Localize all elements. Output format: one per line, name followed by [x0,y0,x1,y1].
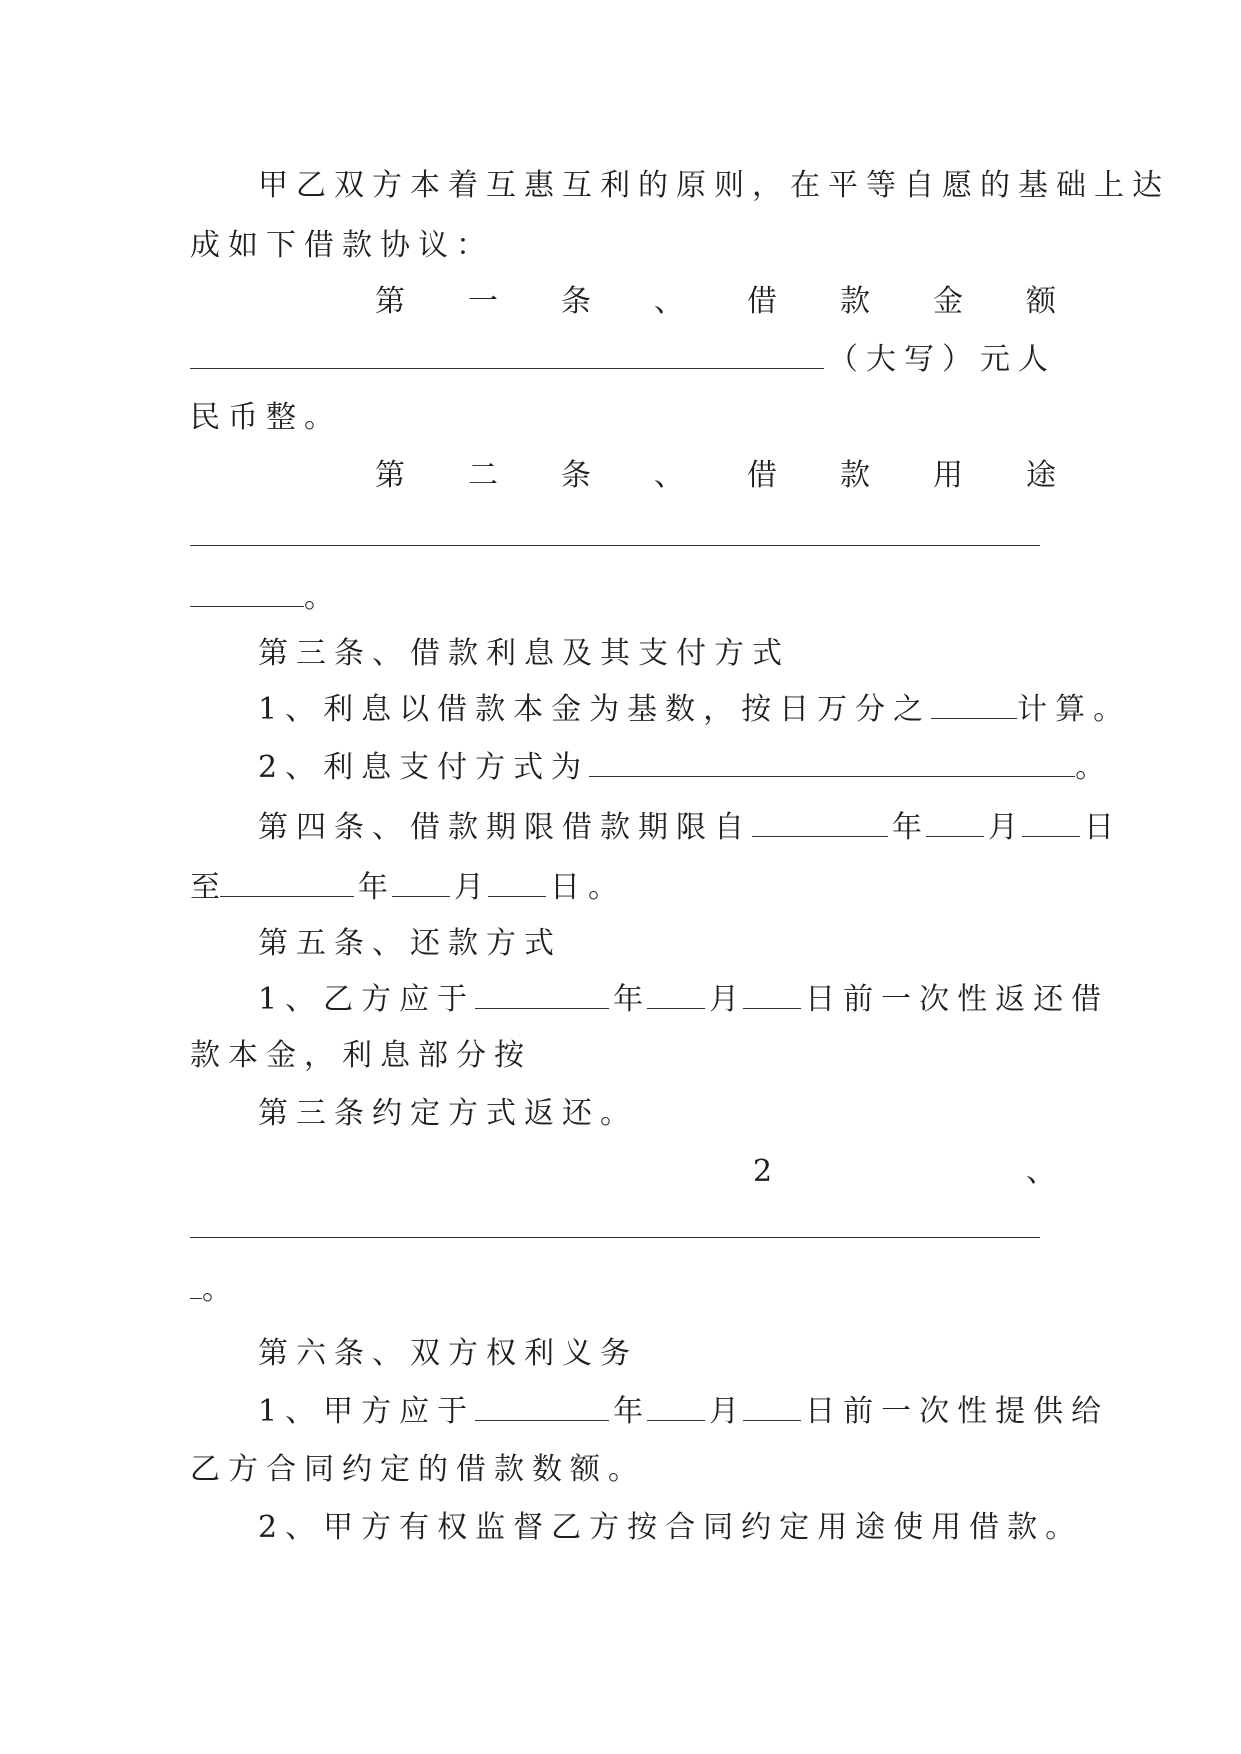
article-5-item-1: 1、乙方应于 年 月 日前一次性返还借 [258,976,1056,1024]
purpose-blank-short[interactable] [190,576,304,607]
article-1-char: 额 [1026,284,1056,319]
end-day-blank[interactable] [488,866,546,897]
article-2-char: 用 [933,458,963,493]
start-day-blank[interactable] [1022,806,1080,837]
repay-year-blank[interactable] [475,978,609,1009]
start-month-blank[interactable] [926,806,984,837]
article-2-char: 途 [1026,458,1056,493]
item-2-number: 2 [753,1154,773,1189]
article-1-char: 第 [375,284,405,319]
article-5-item-2 [190,1148,1056,1196]
interest-rate-blank[interactable] [931,688,1017,719]
repay-month-blank[interactable] [647,978,705,1009]
article-6-item-1: 1、甲方应于 年 月 日前一次性提供给 [258,1388,1056,1436]
end-month-blank[interactable] [392,866,450,897]
article-2-period: 。 [304,580,334,615]
article-5-title: 第五条、还款方式 [258,926,562,961]
article-2-char: 借 [747,458,777,493]
article-1-char: 借 [747,284,777,319]
article-3-item-2: 2、利息支付方式为 。 [258,744,1056,792]
purpose-blank-line[interactable] [190,545,1040,546]
repayment-other-blank-short[interactable] [190,1268,202,1299]
article-4-line-2: 至 年 月 日。 [190,864,1056,912]
intro-line-1: 甲乙双方本着互惠互利的原则，在平等自愿的基础上达 [258,168,1170,203]
article-1-title [375,278,1056,326]
amount-blank[interactable] [190,338,824,369]
article-1-char: 一 [468,284,498,319]
article-6-title: 第六条、双方权利义务 [258,1336,638,1371]
article-5-item-1-line-3: 第三条约定方式返还。 [258,1096,638,1131]
article-3-title: 第三条、借款利息及其支付方式 [258,636,790,671]
article-1-amount-line [190,336,1056,384]
payment-method-blank[interactable] [589,746,1075,777]
article-3-item-1: 1、利息以借款本金为基数，按日万分之 计算。 [258,686,1056,734]
article-1-char: 款 [840,284,870,319]
item-2-separator: 、 [1026,1154,1056,1189]
provide-year-blank[interactable] [475,1390,609,1421]
article-2-char: 款 [840,458,870,493]
article-2-title [375,452,1056,500]
article-2-char: 第 [375,458,405,493]
end-year-blank[interactable] [220,866,354,897]
article-1-char: 条 [561,284,591,319]
article-1-line-3: 民币整。 [190,400,342,435]
provide-day-blank[interactable] [743,1390,801,1421]
provide-month-blank[interactable] [647,1390,705,1421]
article-4-line-1: 第四条、借款期限借款期限自 年 月 日 [258,804,1056,852]
article-1-char: 金 [933,284,963,319]
start-year-blank[interactable] [752,806,888,837]
article-2-char: 条 [561,458,591,493]
article-6-item-1-line-2: 乙方合同约定的借款数额。 [190,1452,646,1487]
repay-day-blank[interactable] [743,978,801,1009]
repayment-other-blank-line[interactable] [190,1237,1040,1238]
article-6-item-2: 2、甲方有权监督乙方按合同约定用途使用借款。 [258,1510,1084,1545]
article-2-end-line [190,574,1056,622]
article-1-char: 、 [654,284,684,319]
amount-unit: （大写）元人 [828,342,1056,377]
article-5-item-2-end: 。 [190,1266,1056,1314]
article-5-item-1-line-2: 款本金，利息部分按 [190,1038,532,1073]
article-2-char: 二 [468,458,498,493]
intro-line-2: 成如下借款协议： [190,228,494,263]
article-2-char: 、 [654,458,684,493]
